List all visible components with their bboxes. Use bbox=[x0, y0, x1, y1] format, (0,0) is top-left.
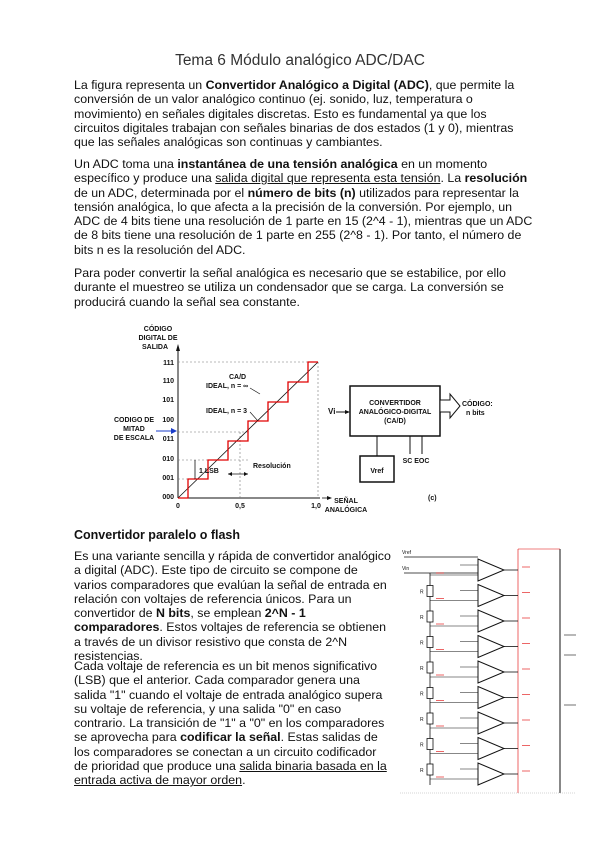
code-010: 010 bbox=[162, 456, 174, 463]
resistor-1 bbox=[427, 586, 433, 597]
comparator-2 bbox=[478, 585, 504, 607]
figure-tag: (c) bbox=[428, 495, 437, 502]
vref-label: Vref bbox=[370, 468, 384, 475]
comparator-8 bbox=[478, 738, 504, 760]
cad-label-2: IDEAL, n = ∞ bbox=[206, 383, 249, 390]
x-label-one: 1,0 bbox=[311, 503, 321, 510]
lsb-label: 1 LSB bbox=[199, 468, 219, 475]
paragraph-intro: La figura representa un Convertidor Analógico a Digital (ADC), que permite la conversión de un valor analógico continuo (ej. sonido, luz, temperatura o movimiento) en señales digitales discretas. Esto es fundamental ya que los circuitos digitales trabajan con señales binarias de dos estados (1 y 0), mientras que las señales analógicas son continuas y cambiantes. bbox=[74, 78, 515, 150]
resistor-2 bbox=[427, 611, 433, 622]
vi-label: Vi bbox=[328, 407, 336, 416]
paragraph-flash-detail: Cada voltaje de referencia es un bit menos significativo (LSB) que el anterior. Cada comparador genera una salida "1" cuando el voltaje de entrada analógico supera su voltaje de referencia, y una salida "0" en caso contrario. La transición de "1" a "0" en los comparadores se aprovecha para codificar la señal. Estas salidas de los comparadores se conectan a un circuito codificador de prioridad que produce una salida binaria basada en la entrada activa de mayor orden. bbox=[74, 659, 387, 788]
comparator-7 bbox=[478, 712, 504, 734]
vin-label: Vin bbox=[402, 566, 410, 572]
paragraph-flash-intro: Es una variante sencilla y rápida de convertidor analógico a digital (ADC). Este tipo de circuito se compone de varios comparadores que evalúan la señal de entrada en relación con voltajes de referencia únicos. Para un convertidor de N bits, se emplean 2^N - 1 comparadores. Estos voltajes de referencia se obtienen a través de un divisor resistivo que consta de 2^N resistencias. bbox=[74, 549, 391, 664]
resistor-6 bbox=[427, 713, 433, 724]
sc-eoc-label: SC EOC bbox=[402, 458, 430, 465]
resolution-label: Resolución bbox=[253, 463, 291, 470]
code-000: 000 bbox=[162, 494, 174, 501]
comparator-6 bbox=[478, 687, 504, 709]
resistor-4 bbox=[427, 662, 433, 673]
resistor-7 bbox=[427, 739, 433, 750]
vref-label: Vref bbox=[402, 550, 411, 556]
output-label-2: n bits bbox=[466, 410, 485, 417]
code-100: 100 bbox=[162, 417, 174, 424]
resistor-label-8: R bbox=[420, 768, 424, 774]
resistor-3 bbox=[427, 637, 433, 648]
paragraph-sampling: Para poder convertir la señal analógica es necesario que se estabilice, por ello durante el muestreo se utiliza un condensador que se carga. La conversión se producirá cuando la señal sea constante. bbox=[74, 266, 506, 309]
comparator-5 bbox=[478, 661, 504, 683]
mid-label-3: DE ESCALA bbox=[113, 435, 155, 442]
resistor-label-2: R bbox=[420, 615, 424, 621]
mid-label-2: MITAD bbox=[123, 426, 145, 433]
resistor-label-1: R bbox=[420, 589, 424, 596]
flash-adc-figure bbox=[400, 545, 576, 797]
y-title-1: CÓDIGO bbox=[143, 326, 173, 333]
n3-label: IDEAL, n = 3 bbox=[206, 408, 248, 415]
code-011: 011 bbox=[162, 436, 174, 443]
resistor-label-3: R bbox=[420, 640, 424, 647]
block-label-2: ANALÓGICO-DIGITAL bbox=[358, 409, 432, 416]
block-label-3: (CA/D) bbox=[384, 418, 406, 425]
comparator-9 bbox=[478, 763, 504, 785]
x-label-0: 0 bbox=[176, 503, 180, 510]
x-title-1: SEÑAL bbox=[334, 498, 358, 505]
y-title-3: SALIDA bbox=[141, 344, 169, 351]
mid-label-1: CODIGO DE bbox=[113, 417, 155, 424]
comparator-3 bbox=[478, 610, 504, 632]
adc-transfer-figure bbox=[100, 322, 493, 518]
section-heading: Convertidor paralelo o flash bbox=[74, 528, 241, 542]
output-label-1: CÓDIGO: bbox=[462, 401, 493, 408]
code-101: 101 bbox=[162, 397, 174, 404]
comparator-4 bbox=[478, 636, 504, 658]
x-label-half: 0,5 bbox=[235, 503, 245, 510]
page-title: Tema 6 Módulo analógico ADC/DAC bbox=[175, 52, 425, 69]
resistor-5 bbox=[427, 688, 433, 699]
resistor-label-6: R bbox=[420, 717, 424, 723]
code-110: 110 bbox=[162, 378, 174, 385]
block-label-1: CONVERTIDOR bbox=[369, 400, 421, 407]
code-001: 001 bbox=[162, 475, 174, 482]
resistor-label-4: R bbox=[420, 666, 424, 672]
resistor-label-5: R bbox=[420, 691, 424, 698]
resistor-8 bbox=[427, 764, 433, 775]
x-title-2: ANALÓGICA bbox=[324, 507, 368, 514]
resistor-label-7: R bbox=[420, 742, 424, 749]
comparator-1 bbox=[478, 559, 504, 581]
cad-label-1: CA/D bbox=[229, 374, 247, 381]
y-title-2: DIGITAL DE bbox=[138, 335, 178, 342]
code-111: 111 bbox=[163, 360, 174, 367]
paragraph-resolution: Un ADC toma una instantánea de una tensión analógica en un momento específico y produce una salida digital que representa esta tensión. La resolución de un ADC, determinada por el número de bits (n) utilizados para representar la tensión analógica, lo que afecta a la precisión de la conversión. Por ejemplo, un ADC de 4 bits tiene una resolución de 1 parte en 15 (2^4 - 1), mientras que un ADC de 8 bits tiene una resolución de 1 parte en 255 (2^8 - 1). Por tanto, el número de bits n es la resolución del ADC. bbox=[74, 157, 533, 257]
